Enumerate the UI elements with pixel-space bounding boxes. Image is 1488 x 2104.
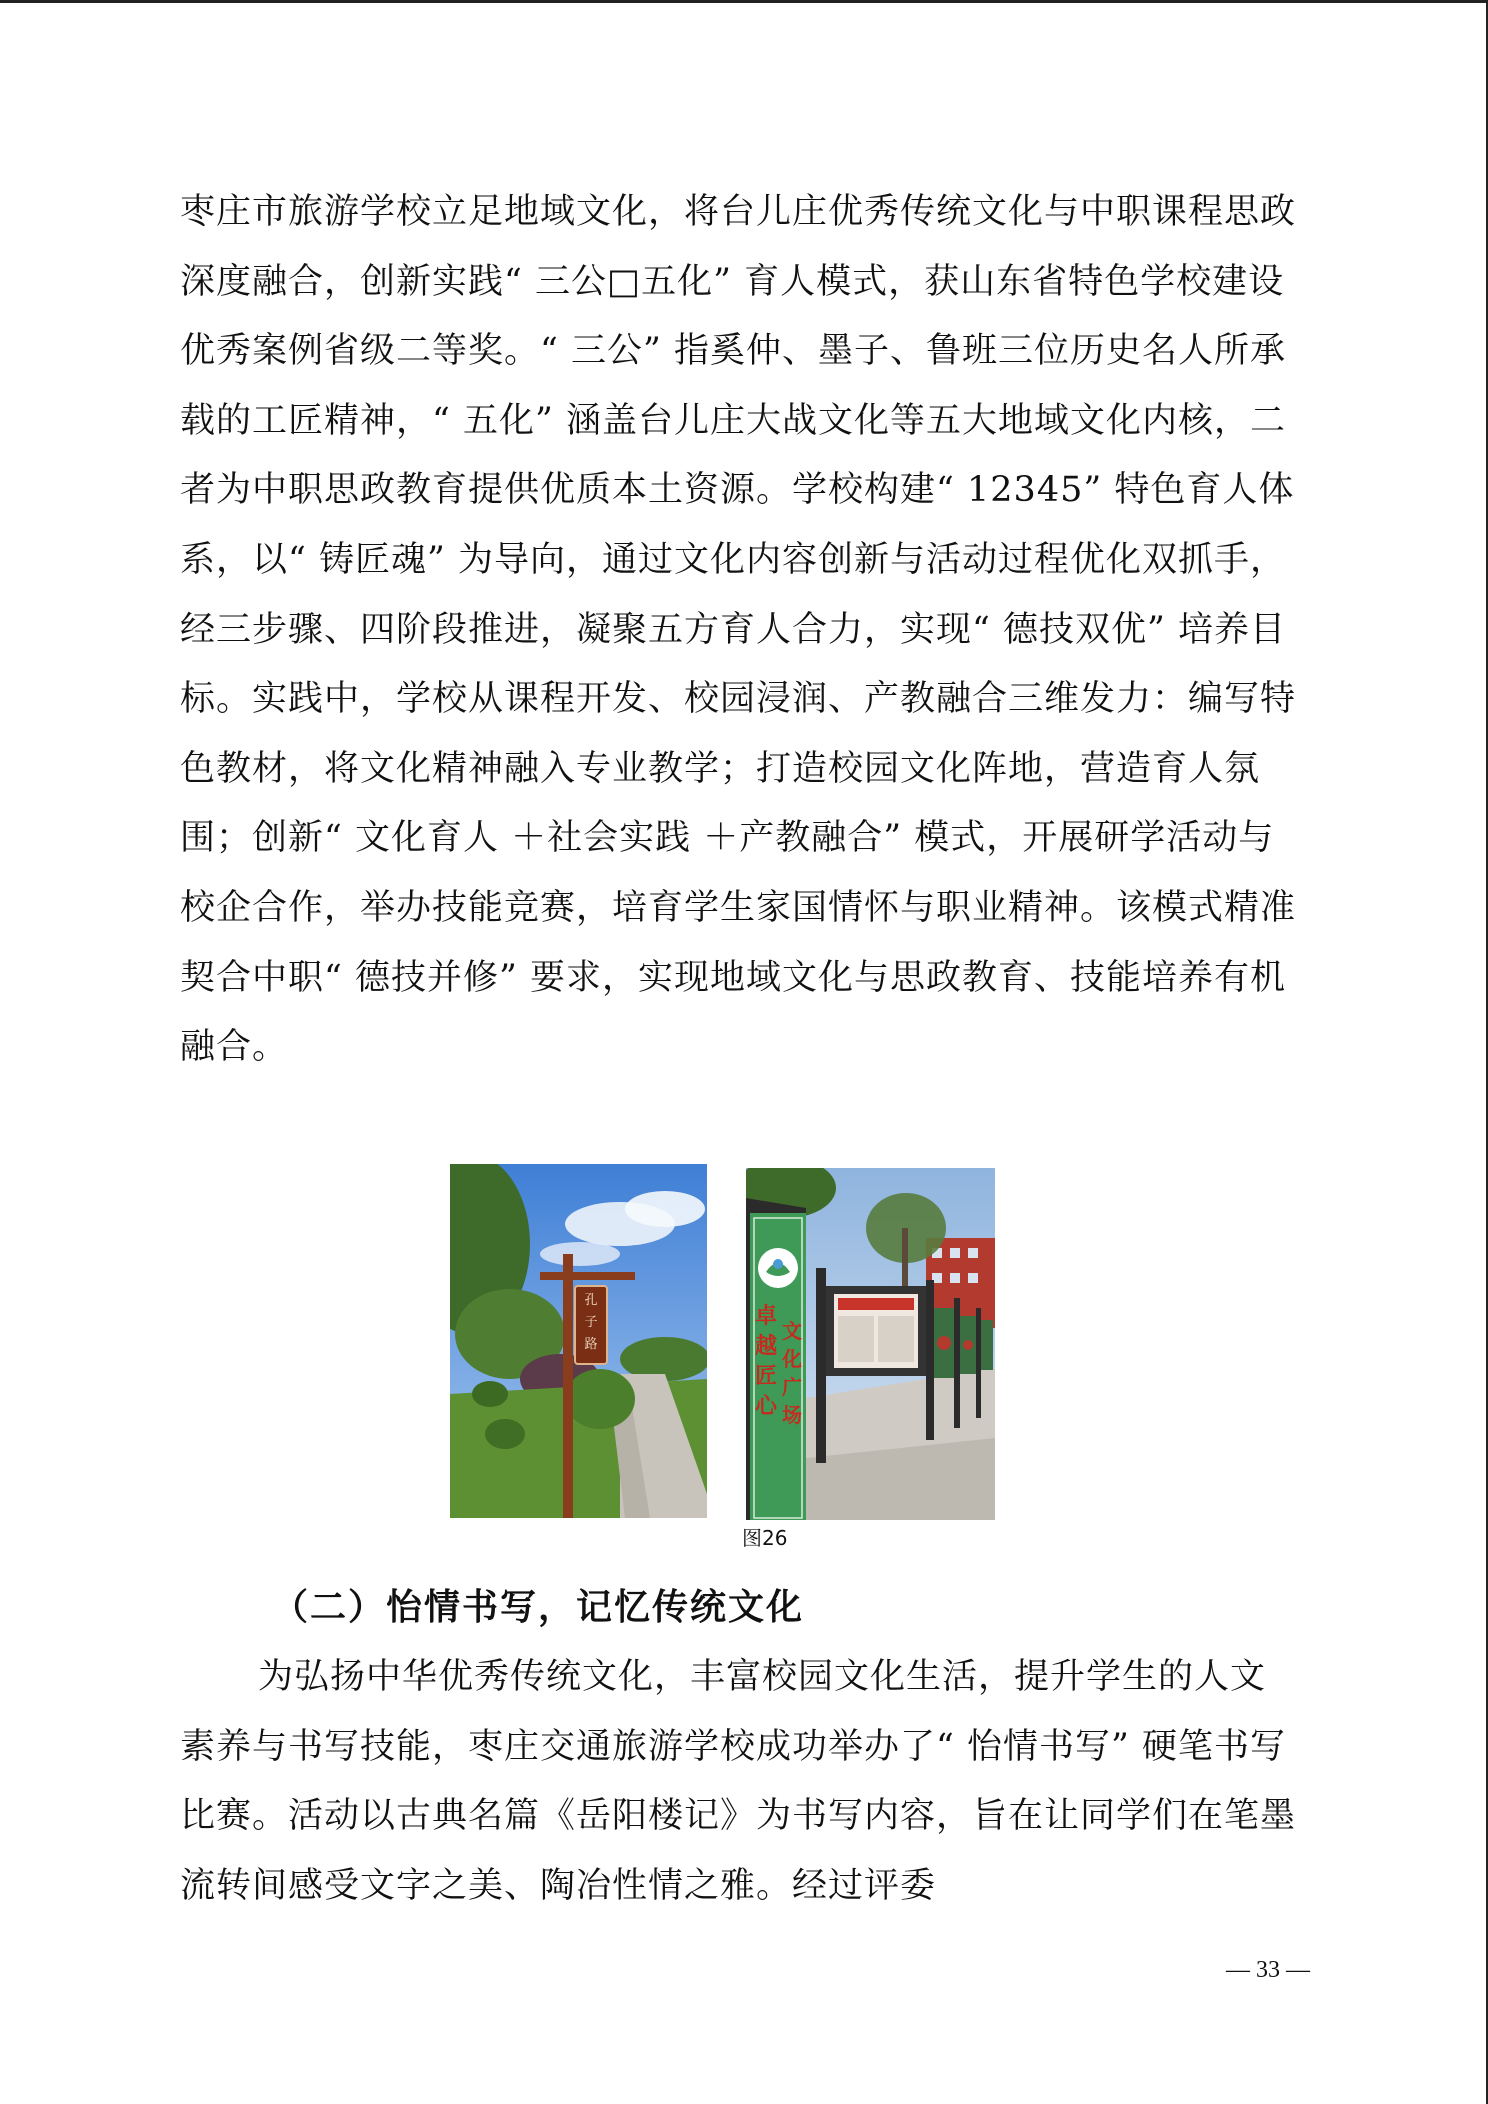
- top-border: [0, 0, 1488, 3]
- culture-square-board-photo: [746, 1168, 995, 1520]
- board-char-6: 化: [782, 1347, 802, 1371]
- page-number: — 33 —: [1226, 1957, 1310, 1983]
- section-heading: （二）怡情书写，记忆传统文化: [272, 1586, 805, 1628]
- figure-caption: 图26: [742, 1526, 788, 1550]
- body-paragraph-2: 为弘扬中华优秀传统文化，丰富校园文化生活，提升学生的人文素养与书写技能，枣庄交通旅游学校成功举办了“ 怡情书写” 硬笔书写比赛。活动以古典名篇《岳阳楼记》为书写内容，旨在让同学们在笔墨流转间感受文字之美、陶冶性情之雅。经过评委: [180, 1657, 1297, 1906]
- signpost-text-char-1: 孔: [584, 1293, 598, 1308]
- board-char-4: 心: [754, 1393, 778, 1419]
- signpost-text-char-3: 路: [584, 1337, 598, 1352]
- board-char-3: 匠: [754, 1363, 778, 1389]
- signpost-text-char-2: 子: [584, 1315, 598, 1330]
- board-char-1: 卓: [754, 1303, 778, 1329]
- campus-path-signpost-photo: [450, 1164, 707, 1518]
- body-paragraph-1: 枣庄市旅游学校立足地域文化，将台儿庄优秀传统文化与中职课程思政深度融合，创新实践“ 三公□五化” 育人模式，获山东省特色学校建设优秀案例省级二等奖。“ 三公” 指奚仲、墨子、鲁班三位历史名人所承载的工匠精神，“ 五化” 涵盖台儿庄大战文化等五大地域文化内核，二者为中职思政教育提供优质本土资源。学校构建“ 12345” 特色育人体系，以“ 铸匠魂” 为导向，通过文化内容创新与活动过程优化双抓手，经三步骤、四阶段推进，凝聚五方育人合力，实现“ 德技双优” 培养目标。实践中，学校从课程开发、校园浸润、产教融合三维发力：编写特色教材，将文化精神融入专业教学；打造校园文化阵地，营造育人氛围；创新“ 文化育人 ＋社会实践 ＋产教融合” 模式，开展研学活动与校企合作，举办技能竞赛，培育学生家国情怀与职业精神。该模式精准契合中职“ 德技并修” 要求，实现地域文化与思政教育、技能培养有机融合。: [180, 192, 1297, 1068]
- board-char-7: 广: [782, 1375, 802, 1399]
- board-char-2: 越: [754, 1333, 778, 1359]
- board-char-5: 文: [782, 1319, 802, 1343]
- board-char-8: 场: [782, 1403, 802, 1427]
